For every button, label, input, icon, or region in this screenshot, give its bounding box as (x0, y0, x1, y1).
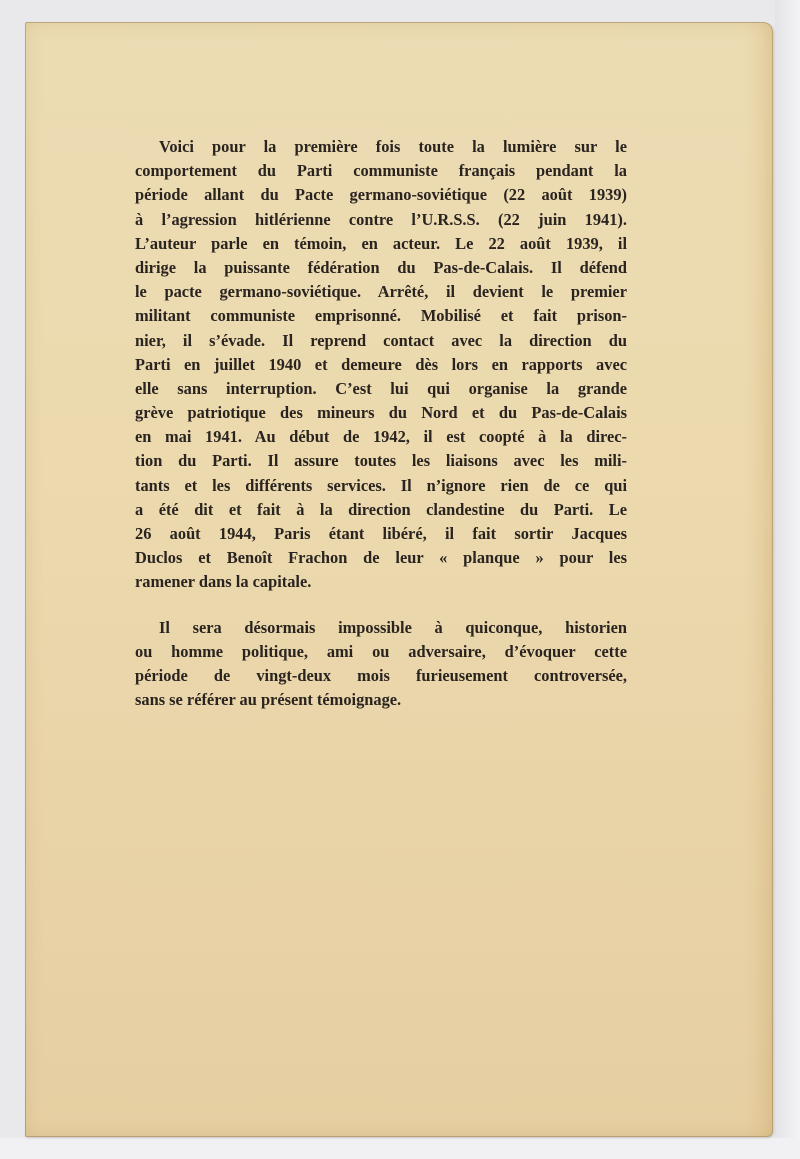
text-line: tants et les différents services. Il n’ignore rien de ce qui (135, 475, 627, 495)
text-line: nier, il s’évade. Il reprend contact avec la direction du (135, 330, 627, 350)
text-line: Voici pour la première fois toute la lumière sur le (159, 137, 627, 156)
background-right (775, 0, 800, 1159)
text-line: sans se référer au présent témoignage. (135, 690, 402, 710)
text-line: militant communiste emprisonné. Mobilisé et fait prison- (135, 306, 627, 326)
text-line: a été dit et fait à la direction clandestine du Parti. Le (135, 499, 627, 519)
text-line: grève patriotique des mineurs du Nord et du Pas-de-Calais (135, 403, 627, 423)
text-line: tion du Parti. Il assure toutes les liaisons avec les mili- (135, 451, 627, 471)
text-line: elle sans interruption. C’est lui qui organise la grande (135, 378, 627, 398)
blurb-text (135, 135, 627, 712)
text-line: L’auteur parle en témoin, en acteur. Le 22 août 1939, il (135, 233, 627, 253)
text-line: en mai 1941. Au début de 1942, il est coopté à la direc- (135, 427, 627, 447)
text-line: Il sera désormais impossible à quiconque, historien (159, 617, 627, 637)
text-line: 26 août 1944, Paris étant libéré, il fait sortir Jacques (135, 524, 627, 543)
text-line: à l’agression hitlérienne contre l’U.R.S.S. (22 juin 1941). (135, 209, 627, 229)
book-back-cover (25, 22, 773, 1137)
text-line: comportement du Parti communiste français pendant la (135, 161, 627, 181)
paragraph-2 (135, 616, 627, 713)
cover-edge-shading (743, 22, 773, 1137)
text-line: ramener dans la capitale. (135, 572, 312, 592)
text-line: période allant du Pacte germano-soviétique (22 août 1939) (135, 185, 627, 205)
text-line: dirige la puissante fédération du Pas-de-Calais. Il défend (135, 257, 627, 277)
background-bottom (0, 1138, 800, 1159)
text-line: Parti en juillet 1940 et demeure dès lors en rapports avec (135, 354, 627, 374)
text-line: Duclos et Benoît Frachon de leur « planque » pour les (135, 548, 627, 568)
text-line: le pacte germano-soviétique. Arrêté, il devient le premier (135, 282, 627, 302)
paragraph-gap (135, 595, 627, 616)
text-line: ou homme politique, ami ou adversaire, d’évoquer cette (135, 641, 627, 661)
text-line: période de vingt-deux mois furieusement controversée, (135, 665, 627, 685)
paragraph-1 (135, 135, 627, 595)
